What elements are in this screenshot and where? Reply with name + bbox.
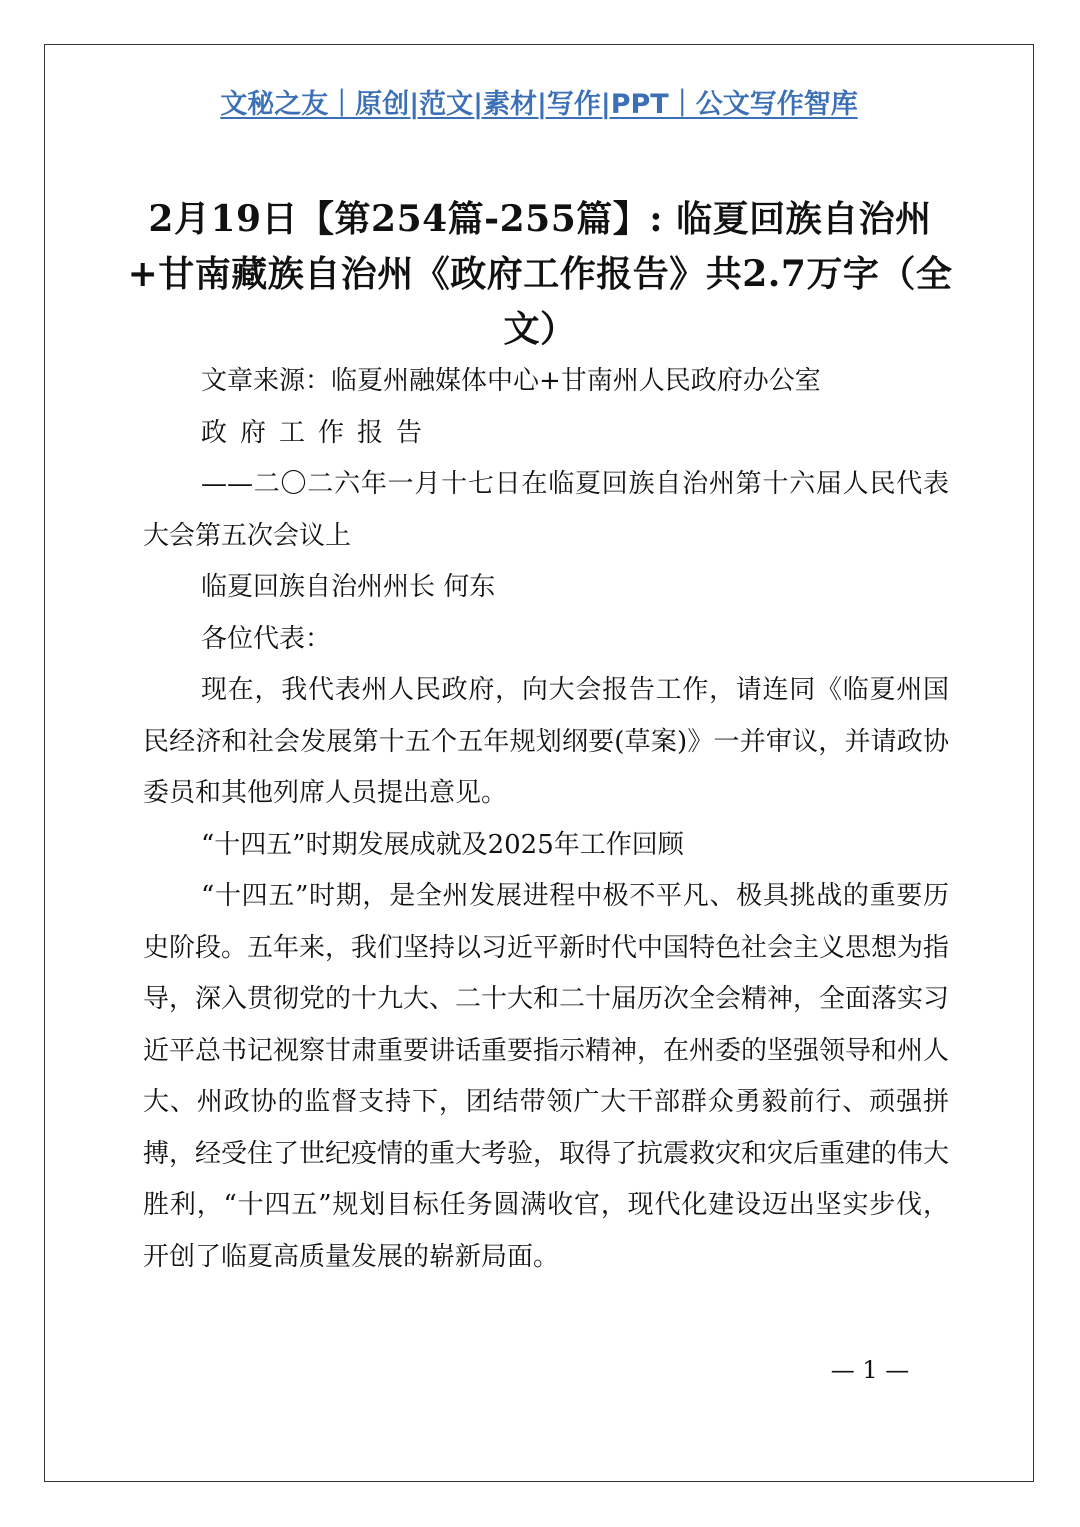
paragraph: “十四五”时期，是全州发展进程中极不平凡、极具挑战的重要历史阶段。五年来，我们坚持以习近平新时代中国特色社会主义思想为指导，深入贯彻党的十九大、二十大和二十届历次全会精神，全面落实习近平总书记视察甘肃重要讲话重要指示精神，在州委的坚强领导和州人大、州政协的监督支持下，团结带领广大干部群众勇毅前行、顽强拼搏，经受住了世纪疫情的重大考验，取得了抗震救灾和灾后重建的伟大胜利，“十四五”规划目标任务圆满收官，现代化建设迈出坚实步伐，开创了临夏高质量发展的崭新局面。 <box>143 881 950 1272</box>
report-heading: 政府工作报告 <box>201 417 436 448</box>
section-heading: “十四五”时期发展成就及2025年工作回顾 <box>201 829 684 860</box>
paragraph: 现在，我代表州人民政府，向大会报告工作，请连同《临夏州国民经济和社会发展第十五个五年规划纲要(草案)》一并审议，并请政协委员和其他列席人员提出意见。 <box>143 675 949 808</box>
source-line: 文章来源：临夏州融媒体中心+甘南州人民政府办公室 <box>201 366 821 396</box>
document-title: 2月19日【第254篇-255篇】: 临夏回族自治州+甘南藏族自治州《政府工作报告》共2.7万字（全文） <box>127 198 953 350</box>
page-number: — 1 — <box>830 1356 910 1384</box>
header-banner: 文秘之友｜原创|范文|素材|写作|PPT｜公文写作智库 <box>220 89 858 120</box>
meeting-line: ——二〇二六年一月十七日在临夏回族自治州第十六届人民代表大会第五次会议上 <box>143 469 949 551</box>
salutation: 各位代表： <box>201 623 332 654</box>
speaker-line: 临夏回族自治州州长 何东 <box>201 572 496 602</box>
document-body <box>143 356 949 1283</box>
